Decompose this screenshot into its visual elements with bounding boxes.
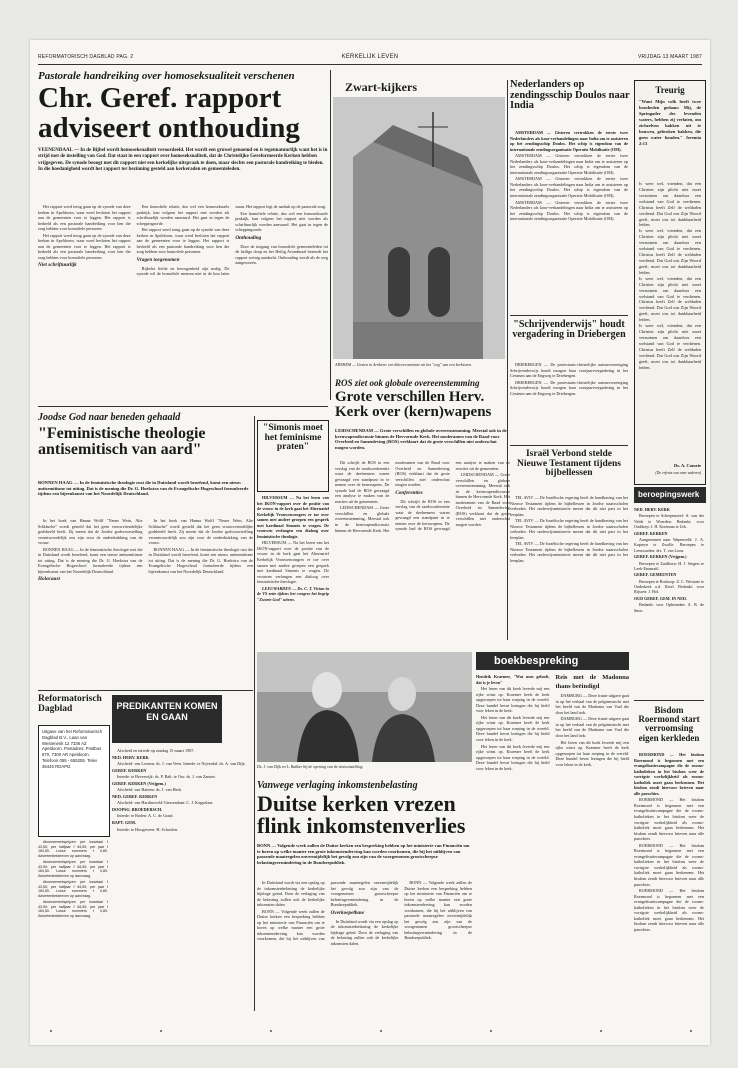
ros-headline: Grote verschillen Herv. Kerk over (kern)wapens (335, 389, 492, 421)
predikanten-text-1: Afscheid: van Loenen: ds. J. van Veen. Intrede: te Nijverdal: ds. A. van Dijk. (117, 761, 246, 767)
bottom-dot-5 (490, 1030, 492, 1032)
lead-body-p4: Door de toegang van homofiele gemeenteleden tot de heilige doop en het Heilig Avondmaal besteedt het rapport weinig aandacht. Onthouding wordt als de weg aangewezen. (235, 243, 328, 266)
schrijvenderwijs-body (510, 362, 628, 442)
bottom-dot-7 (690, 1030, 692, 1032)
israel-body (510, 495, 628, 640)
inkomsten-headline (257, 793, 472, 838)
schrijvenderwijs-body-p1: DRIEBERGEN — De protestants-christelijke auteursvereniging Schrijvenderwijs houdt morgen haar voorjaarsvergadering in het Centrum aan de Engweg te Driebergen. (510, 362, 628, 379)
lead-body-p2b: Het rapport werd terug gaan op de synode van deze kerken in Apeldoorn, waar werd besloten het rapport aan de gemeenten voor te leggen. Het rapport is bedoeld als een pastorale handreiking voor hen die zorg hebben voor homofiele personen. (136, 227, 230, 255)
column-rule-1 (330, 70, 331, 400)
lead-body-p2: Een homofiele relatie, dus wel een homoseksuele praktijk, kan volgens het rapport niet worden als schriftuurlijk worden aanvaard. Het gaat in tegen de scheppingsorde. (136, 204, 230, 226)
rd-info-box (38, 725, 110, 837)
roermond-body (634, 752, 704, 1007)
israel-divider (510, 445, 628, 446)
boekbespreking-body-p2: Het lezen van dit boek leverde mij een rijke winst op. Kraemer heeft de kerk opgeroepen tot haar roeping in de wereld. Deze bundel bevat lezingen die hij hield voor leken in de kerk. (476, 714, 550, 743)
inkomsten-body-p4: BONN — Volgende week zullen de Duitse kerken een bespreking hebben op het ministerie van Financiën om te horen op welke manier een grote inkomstenderving kan worden voorkomen, die bij het uitblijven van passende maatregelen onvermijdelijk het gevolg zou zijn van de voorgenomen grootscheepse belastingvermindering in de Bondsrepubliek. (404, 880, 472, 941)
lead-body-p3b: Een homofiele relatie, dus wel een homoseksuele praktijk, kan volgens het rapport niet worden als schriftuurlijk worden aanvaard. Het gaat in tegen de scheppingsorde. (235, 210, 328, 233)
predikanten-header: PREDIKANTEN KOMEN EN GAAN (112, 695, 222, 743)
masthead-left: REFORMATORISCH DAGBLAD PAG. 2 (38, 54, 134, 60)
israel-headline: Israël Verbond stelde Nieuwe Testament tijdens bijbellessen (517, 449, 621, 479)
predikanten-text-4: Afscheid: van Hardinxveld-Giessendam: C. J. Koppelaar. (117, 800, 214, 806)
boekbespreking-body-p4: DAMBURG — Deze fraaie uitgave gaat in op het verhaal van de pelgrimstocht met het beeld van de Madonna van Vaal die door het land trok. (555, 693, 629, 715)
schrijvenderwijs-body-p2: DRIEBERGEN — De protestants-christelijke auteursvereniging Schrijvenderwijs houdt morgen haar voorjaarsvergadering in het Centrum aan de Engweg te Driebergen. (510, 379, 628, 396)
treurig-box (634, 80, 706, 485)
roermond-divider (634, 700, 704, 701)
boekbespreking-header: boekbespreking (476, 652, 629, 670)
ros-body-p4: LEIDSCHENDAM — Grote verschillen en globale overeenstemming. Meestal ook in de kernwapendiscussie binnen de Hervormde Kerk. Het moderamen van de Raad voor Overheid en Samenleving (ROS) verklaart dat de grote verschillen niet onderschat mogen worden. (455, 472, 510, 528)
inkomsten-headline-line2: flink inkomstenverlies (257, 813, 466, 839)
church-tower-illustration (333, 97, 505, 359)
bottom-dot-2 (160, 1030, 162, 1032)
boekbespreking-book: Hendrik Kraemer, "Wat men gelooft, dat is je leven" (476, 674, 550, 685)
predikanten-head-2: GEREF. KERKEN (112, 767, 147, 773)
church-tower-photo (333, 97, 505, 359)
section-rule-1 (38, 406, 328, 407)
feminist-body-p4: BONNEN HAAG — In de feministische theologie rust die in Duitsland wordt beoefend, komt een nieuw antisemitisme tot uiting. Dat is de mening die Dr. G. Hoekstra van de Evangelische Hogeschool formuleerde tijdens een bijeenkomst van het Noordelijk Deutschland. (148, 546, 253, 574)
rd-small-p3: Abonnementsprijzen per kwartaal f 43,50; per halfjaar f 84,50; per jaar f 164,50. Losse nummers f 0,80. Advertentietarieven op aanvraag. (38, 879, 108, 899)
feminist-subhead: Holocaust (38, 576, 60, 583)
predikanten-list (112, 748, 252, 1010)
feminist-intro: BONNEN HAAG — In de feministische theologie rust die in Duitsland wordt beoefend, komt een nieuw antisemitisme tot uiting. Dat is de mening die Dr. G. Hoekstra van de Evangelische Hogeschool formuleerde tijdens een bijeenkomst van het Noordelijk Deutschland. (38, 480, 249, 497)
roermond-body-p1: ROERMOND — Het bisdom Roermond is begonnen met een evangelisatiecampagne die de rooms-katholieken in het bisdom weer de vorrigste werkelijkheid als rooms-katholiek moet gaan herkennen. Het bisdom zendt hiervoor brieven naar alle parochies. (634, 752, 704, 796)
inkomsten-subhead: Overkoepelbase (330, 909, 365, 916)
beroeping-head-4: GEREF. GEMEENTEN (634, 572, 677, 578)
column-rule-2 (507, 80, 508, 640)
ros-kicker: ROS ziet ook globale overeenstemming (335, 378, 480, 388)
roermond-body-p4: ROERMOND — Het bisdom Roermond is begonnen met een evangelisatiecampagne die de rooms-katholieken in het bisdom weer de vorrigste werkelijkheid als rooms-katholiek moet gaan herkennen. Het bisdom zendt hiervoor brieven naar alle parochies. (634, 888, 704, 932)
feminist-body-p1: In het boek van Hanna Wolff "Neuer Wein, Alte Schläuche" wordt gesteld dat het geen vrouwvriendelijke godsbeeld heeft. Zij meent dat de Joodse godsvoorstelling verantwoordelijk zou zijn voor de onderdrukking van de vrouw. (38, 518, 143, 546)
feminist-body-p2: BONNEN HAAG — In de feministische theologie rust die in Duitsland wordt beoefend, komt een nieuw antisemitisme tot uiting. Dat is de mening die Dr. G. Hoekstra van de Evangelische Hogeschool formuleerde tijdens een bijeenkomst van het Noordelijk Deutschland. (38, 546, 143, 574)
photo-top-caption: ARNHEM — Gezien in Arnhem: een kikvors-antenne uit het "oog" van een kerktoren. (335, 362, 472, 367)
opening-photo (257, 652, 472, 762)
inkomsten-kicker: Vanwege verlaging inkomstenbelasting (257, 780, 418, 791)
ros-body (335, 460, 510, 640)
predikanten-text-3: Afscheid: van Hattem: ds. J. van Herk. (117, 787, 183, 793)
beroeping-text-1: Beroepen te Scherpenzeel: A. van der Velde te Woerden. Bedankt: voor Ouddorp: J. H. Kooiman te Urk. (634, 513, 704, 530)
treurig-author: Ds. A. Comrie (674, 463, 701, 468)
rd-title: Reformatorisch Dagblad (38, 694, 102, 714)
lead-body-p1: Het rapport werd terug gaan op de synode van deze kerken in Apeldoorn, waar werd besloten het rapport aan de gemeenten voor te leggen. Het rapport is bedoeld als een pastorale handreiking voor hen die zorg hebben voor homofiele personen. (38, 204, 131, 232)
masthead (38, 54, 702, 65)
bottom-dot-3 (270, 1030, 272, 1032)
lead-kicker: Pastorale handreiking over homoseksualiteit verschenen (38, 70, 295, 82)
treurig-quote: "Want Mijn volk heeft twee boosheden gedaan: Mij, de Springader des levenden waters, hebben zij verlaten, om zichzelven bakken uit te houwen, gebroken bakken, die geen water houden." Jeremia 2:13 (639, 99, 701, 147)
schrijvenderwijs-headline: "Schrijvenderwijs" houdt vergadering in Driebergen (512, 319, 626, 341)
newspaper-page (30, 40, 710, 1045)
beroepingswerk-header: beroepingswerk (634, 487, 706, 503)
predikanten-head-5: DOOPSG. BROEDERSCH. (112, 806, 163, 812)
predikanten-text-6: Intrede: te Hoogeveen: H. Schoolen. (117, 826, 179, 832)
two-men-illustration (257, 652, 472, 762)
inkomsten-intro: BONN — Volgende week zullen de Duitse kerken een bespreking hebben op het ministerie van Financiën om te horen op welke manier een grote inkomstenderving kan worden voorkomen, die bij het uitblijven van passende maatregelen onvermijdelijk het gevolg zou zijn van de voorgenomen grootscheepse belastingvermindering in de Bondsrepubliek. (257, 843, 470, 866)
predikanten-head-1: NED. HERV. KERK (112, 754, 149, 760)
lead-body-p3: Bijbelse liefde en bewogenheid zijn nodig. De synode wil de homofiele mensen niet in de kou laten staan. Het rapport legt de nadruk op de pastorale zorg. (136, 204, 327, 277)
feminist-kicker: Joodse God naar beneden gehaald (38, 412, 181, 423)
india-body-p4: AMSTERDAM — Gisteren vertrokken de eerste twee Nederlanders als koor-verhandelingen naar India om te assisteren op het zendingsschip Doulos. Het schip is eigendom van de internationale zendingsorganisatie Operatie Mobilisatie (OM). (510, 199, 628, 222)
boekbespreking-body-p5: DAMBURG — Deze fraaie uitgave gaat in op het verhaal van de pelgrimstocht met het beeld van de Madonna van Vaal die door het land trok. (555, 716, 629, 738)
rd-small-p1: Abonnementsprijzen per kwartaal f 43,50; per halfjaar f 84,50; per jaar f 164,50. Losse nummers f 0,80. Advertentietarieven op aanvraag. (38, 840, 108, 859)
boekbespreking-body-p3: Het lezen van dit boek leverde mij een rijke winst op. Kraemer heeft de kerk opgeroepen tot haar roeping in de wereld. Deze bundel bevat lezingen die hij hield voor leken in de kerk. (476, 743, 550, 771)
opening-photo-caption: Ds. J. van Dijk en L. Bakker bij de opening van de tentoonstelling. (257, 764, 364, 769)
lead-subhead-2: Vragen toegenomen (136, 256, 180, 263)
boekbespreking-body-p1: Het lezen van dit boek leverde mij een rijke winst op. Kraemer heeft de kerk opgeroepen tot haar roeping in de wereld. Deze bundel bevat lezingen die hij hield voor leken in de kerk. (476, 686, 550, 714)
lead-subhead-1: Niet schriftuurlijk (38, 262, 77, 269)
predikanten-text-5: Intrede: te Roden: A. C. de Graaf. (117, 813, 174, 819)
feminist-body-p3: In het boek van Hanna Wolff "Neuer Wein, Alte Schläuche" wordt gesteld dat het geen vrouwvriendelijke godsbeeld heeft. Zij meent dat de Joodse godsvoorstelling verantwoordelijk zou zijn voor de onderdrukking van de vrouw. (148, 518, 253, 546)
ros-intro: LEIDSCHENDAM — Grote verschillen en globale overeenstemming. Meestal ook in de kernwapendiscussie binnen de Hervormde Kerk. Het moderamen van de Raad voor Overheid en Samenleving (ROS) verklaart dat de grote verschillen niet onderschat mogen worden. (335, 428, 507, 451)
boekbespreking-body-p6: Het lezen van dit boek leverde mij een rijke winst op. Kraemer heeft de kerk opgeroepen tot haar roeping in de wereld. Deze bundel bevat lezingen die hij hield voor leken in de kerk. (555, 739, 629, 767)
lead-body-p1b: Het rapport werd terug gaan op de synode van deze kerken in Apeldoorn, waar werd besloten het rapport aan de gemeenten voor te leggen. Het rapport is bedoeld als een pastorale handreiking voor hen die zorg hebben voor homofiele personen. (38, 232, 131, 260)
ros-body-p2: LEIDSCHENDAM — Grote verschillen en globale overeenstemming. Meestal ook in de kernwapendiscussie binnen de Hervormde Kerk. Het moderamen van de Raad voor Overheid en Samenleving (ROS) verklaart dat de grote verschillen niet onderschat mogen worden. (335, 460, 450, 533)
lead-body (38, 204, 328, 404)
simonis-note: LEEUWARDEN — Ds. C. T. Vivian in de VS zette tijdens het congres het begrip "Zwarte God" uiteen. (257, 585, 329, 602)
inkomsten-body (257, 880, 472, 1010)
roermond-body-p2: ROERMOND — Het bisdom Roermond is begonnen met een evangelisatiecampagne die de rooms-katholieken in het bisdom weer de vorrigste werkelijkheid als rooms-katholiek moet gaan herkennen. Het bisdom zendt hiervoor brieven naar alle parochies. (634, 797, 704, 842)
treurig-body-p1: Is weer wel, vrienden, dat een Christen zijn plicht niet moet verzuimen om daardoor een welstand van God te verdienen. Christus heeft Zelf de weldaden verdiend. Dat God ons Zijn Woord geeft, moet ons tot dankbaarheid leiden. (639, 181, 701, 228)
masthead-date: VRIJDAG 13 MAART 1987 (637, 54, 702, 60)
beroeping-head-5: OUD GEREF. GEM. IN NED. (634, 595, 687, 601)
lead-headline-line2: adviseert onthouding (38, 111, 300, 144)
predikanten-intro: Afscheid en intrede op zondag 15 maart 1987. (117, 748, 195, 753)
rd-info: Uitgave van het Reformatorisch Dagblad B.V., Laan van Westenenk 12 7336 AZ Apeldoorn. Postadres: Postbus 670, 7300 AR Apeldoorn. Telefoon 055 - 655255. Telex 36445 RDAPD. (42, 729, 103, 769)
india-divider (510, 315, 628, 316)
predikanten-text-2: Intrede: te Beverwijk: ds. P. Balt; te Oss: ds. J. van Zanten. (117, 774, 216, 780)
treurig-body (639, 181, 701, 451)
predikanten-head-3: GEREF. KERKEN (Vrijgem.) (112, 780, 166, 786)
treurig-title: Treurig (655, 85, 685, 95)
treurig-body-p4: Is weer wel, vrienden, dat een Christen zijn plicht niet moet verzuimen om daardoor een welstand van God te verdienen. Christus heeft Zelf de weldaden verdiend. Dat God ons Zijn Woord geeft, moet ons tot dankbaarheid leiden. (639, 323, 701, 370)
india-body-p3: AMSTERDAM — Gisteren vertrokken de eerste twee Nederlanders als koor-verhandelingen naar India om te assisteren op het zendingsschip Doulos. Het schip is eigendom van de internationale zendingsorganisatie Operatie Mobilisatie (OM). (510, 176, 628, 199)
boekbespreking-body (476, 674, 629, 1009)
boekbespreking-subhead: Reis met de Madonna thans beëindigd (555, 674, 629, 690)
simonis-headline: "Simonis moet het feminisme praten" (263, 423, 323, 453)
israel-body-p1: TEL AVIV — De Israëlische regering heeft de handhaving van het Nieuwe Testament tijdens de bijbellessen in Joodse staatsscholen verboden. Het onderwijsministerie meent dat dit niet past in het leerplan. (510, 495, 628, 517)
feminist-body (38, 518, 253, 688)
beroeping-text-4: Beroepen te Boskoop: Z. C. Westrate te Ouderkerk a.d. IJssel. Bedankt: voor Rijssen: J. Hol. (634, 578, 704, 595)
lead-headline-line1: Chr. Geref. rapport (38, 82, 282, 114)
bottom-dot-1 (50, 1030, 52, 1032)
israel-body-p2: TEL AVIV — De Israëlische regering heeft de handhaving van het Nieuwe Testament tijdens de bijbellessen in Joodse staatsscholen verboden. Het onderwijsministerie meent dat dit niet past in het leerplan. (510, 518, 628, 540)
beroeping-text-2: Aangenomen naar Wapenveld: J. A. Kapteyn te Zwolle. Beroepen te Leeuwarden: drs. T. van Loon. (634, 536, 704, 553)
simonis-box (257, 420, 329, 492)
feminist-headline: "Feministische theologie antisemitisch van aard" (38, 425, 206, 459)
ros-body-p1: Dit schrijft de ROS in een verslag van de raadsconferentie waar de deelnemers waren gevraagd een standpunt in te nemen over de kernwapens. De synode had de ROS gevraagd een analyse te maken van de reacties uit de gemeenten. (335, 460, 390, 504)
treurig-author-note: (De erfenis van onze vaderen) (655, 471, 701, 475)
beroeping-head-2: GEREF. KERKEN (634, 530, 668, 536)
treurig-body-p3: Is weer wel, vrienden, dat een Christen zijn plicht niet moet verzuimen om daardoor een welstand van God te verdienen. Christus heeft Zelf de weldaden verdiend. Dat God ons Zijn Woord geeft, moet ons tot dankbaarheid leiden. (639, 275, 701, 323)
bottom-dot-6 (600, 1030, 602, 1032)
israel-body-p3: TEL AVIV — De Israëlische regering heeft de handhaving van het Nieuwe Testament tijdens de bijbellessen in Joodse staatsscholen verboden. Het onderwijsministerie meent dat dit niet past in het leerplan. (510, 541, 628, 564)
beroeping-text-5: Bedankt: voor Opheusden: A. B. de Snoo. (634, 602, 704, 613)
section-rule-2 (38, 690, 253, 691)
inkomsten-headline-line1: Duitse kerken vrezen (257, 791, 456, 816)
treurig-body-p2: Is weer wel, vrienden, dat een Christen zijn plicht niet moet verzuimen om daardoor een welstand van God te verdienen. Christus heeft Zelf de weldaden verdiend. Dat God ons Zijn Woord geeft, moet ons tot dankbaarheid leiden. (639, 228, 701, 275)
ros-subhead: Conferenties (395, 489, 423, 496)
simonis-body-p1: HILVERSUM — Na het lezen van het IKON-rapport over de positie van de vrouw in de kerk gaat het Alternatief Kerkelijk Vrouwencongres er toe over samen met andere groepen een gesprek met kardinaal Simonis te vragen. De vrouwen verlangen een dialoog over feministische theologie. (257, 495, 329, 539)
india-body-intro: AMSTERDAM — Gisteren vertrokken de eerste twee Nederlanders als koor-verhandelingen naar India om te assisteren op het zendingsschip Doulos. Het schip is eigendom van de internationale zendingsorganisatie Operatie Mobilisatie (OM). (510, 130, 628, 152)
photo-top-kicker: Zwart-kijkers (345, 80, 417, 94)
roermond-body-p3: ROERMOND — Het bisdom Roermond is begonnen met een evangelisatiecampagne die de rooms-katholieken in het bisdom weer de vorrigste werkelijkheid als rooms-katholiek moet gaan herkennen. Het bisdom zendt hiervoor brieven naar alle parochies. (634, 842, 704, 887)
lead-intro: VEENENDAAL — In de Bijbel wordt homoseksualiteit veroordeeld. Het wordt een gruwel genoemd en is tegennatuurlijk want het is in strijd met de instelling van God. Dat staat in een rapport over homoseksualiteit, dat de Christelijke Gereformeerde Kerken hebben vrijgegeven. De synode beoogt met dit rapport niet een kerkelijke uitspraak te doen, maar slechts een pastorale handreiking te bieden. In die hoedanigheid wordt het rapport ter bezinning gesteld aan kerkeraden en gemeenteleden. (38, 148, 328, 172)
beroeping-text-3: Beroepen te Zuidhorn: H. J. Siegers te Leek-Enumatil. (634, 560, 704, 571)
simonis-body-p2: HILVERSUM — Na het lezen van het IKON-rapport over de positie van de vrouw in de kerk gaat het Alternatief Kerkelijk Vrouwencongres er toe over samen met andere groepen een gesprek met kardinaal Simonis te vragen. De vrouwen verlangen een dialoog over feministische theologie. (257, 540, 329, 585)
india-body-p2: AMSTERDAM — Gisteren vertrokken de eerste twee Nederlanders als koor-verhandelingen naar India om te assisteren op het zendingsschip Doulos. Het schip is eigendom van de internationale zendingsorganisatie Operatie Mobilisatie (OM). (510, 153, 628, 175)
beroeping-head-1: NED. HERV. KERK (634, 507, 670, 512)
inkomsten-body-p1: In Duitsland wordt via een opslag op de inkomstenbelasting de kerkelijke bijdrage geïnd. Door de verlaging van de belasting zullen ook de kerkelijke inkomsten dalen. (257, 880, 325, 908)
inkomsten-body-p3: In Duitsland wordt via een opslag op de inkomstenbelasting de kerkelijke bijdrage geïnd. Door de verlaging van de belasting zullen ook de kerkelijke inkomsten dalen. (330, 918, 399, 946)
india-headline: Nederlanders op zendingsschip Doulos naar India (510, 79, 630, 112)
lead-headline (38, 84, 338, 143)
masthead-section: KERKELIJK LEVEN (341, 54, 399, 60)
predikanten-head-4: NED. GEREF. KERKEN (112, 793, 158, 799)
rd-small-p4: Abonnementsprijzen per kwartaal f 43,50; per halfjaar f 84,50; per jaar f 164,50. Losse nummers f 0,80. Advertentietarieven op aanvraag. (38, 899, 108, 919)
rd-small-print (38, 840, 108, 1015)
column-rule-3 (254, 416, 255, 1011)
predikanten-head-6: BAPT. GEM. (112, 820, 137, 826)
lead-subhead-3: Onthouding (235, 234, 262, 241)
rd-small-p2: Abonnementsprijzen per kwartaal f 43,50; per halfjaar f 84,50; per jaar f 164,50. Losse nummers f 0,80. Advertentietarieven op aanvraag. (38, 859, 108, 879)
beroeping-head-3: GEREF. KERKEN (Vrijgem.) (634, 554, 687, 560)
ros-body-p3: Dit schrijft de ROS in een verslag van de raadsconferentie waar de deelnemers waren gevraagd een standpunt in te nemen over de kernwapens. De synode had de ROS gevraagd een analyse te maken van de reacties uit de gemeenten. (395, 460, 510, 532)
bottom-dot-4 (380, 1030, 382, 1032)
inkomsten-body-p2: BONN — Volgende week zullen de Duitse kerken een bespreking hebben op het ministerie van Financiën om te horen op welke manier een grote inkomstenderving kan worden voorkomen, die bij het uitblijven van passende maatregelen onvermijdelijk het gevolg zou zijn van de voorgenomen grootscheepse belastingvermindering in de Bondsrepubliek. (257, 880, 399, 942)
roermond-headline: Bisdom Roermond start verroomsing eigen kerkleden (638, 705, 700, 743)
india-body (510, 130, 628, 310)
